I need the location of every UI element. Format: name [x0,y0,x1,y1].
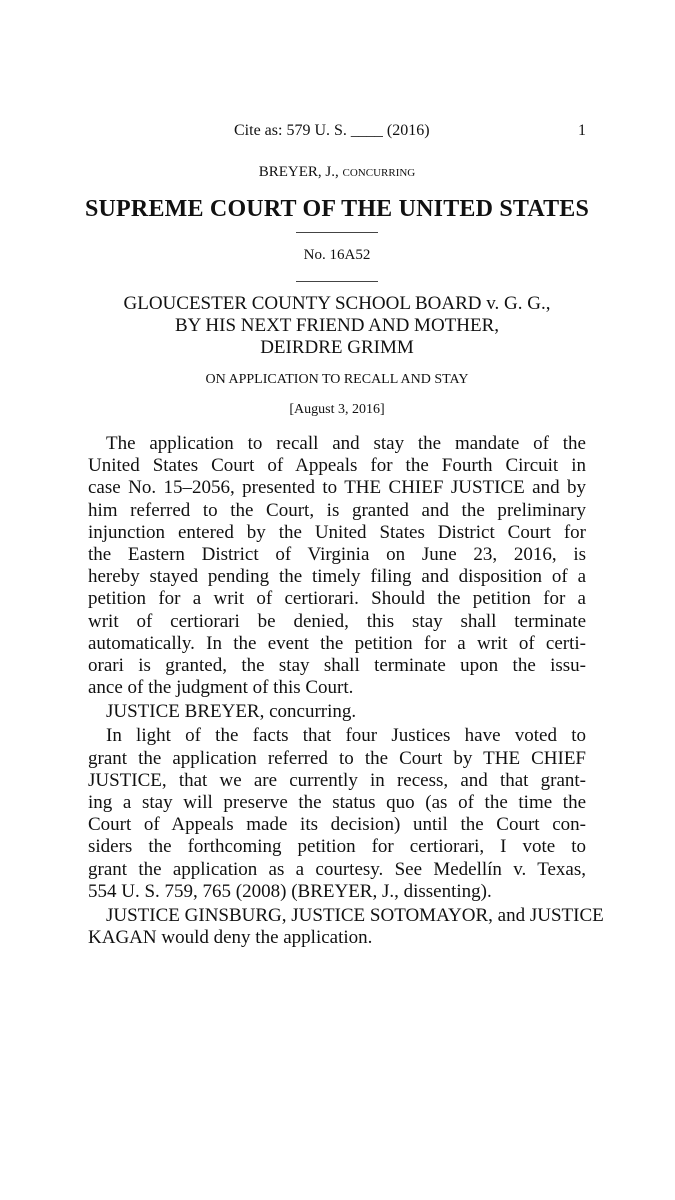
divider-bottom [296,281,378,282]
order-line: writ of certiorari be denied, this stay shall terminate [88,610,586,632]
order-line: ance of the judgment of this Court. [88,677,354,699]
motion-title: ON APPLICATION TO RECALL AND STAY [205,372,469,387]
order-line: petition for a writ of certiorari. Should the petition for a [88,588,586,610]
order-line: The application to recall and stay the mandate of the [106,433,586,454]
concurrence-line: In light of the facts that four Justices have voted to [106,725,586,747]
order-line: orari is granted, the stay shall terminate upon the issu- [88,654,586,676]
docket-number: No. 16A52 [303,247,371,263]
order-line: automatically. In the event the petition for a writ of certi- [88,632,586,654]
concurring-heading: JUSTICE BREYER, concurring. [106,701,357,723]
concurrence-line: siders the forthcoming petition for certiorari, I vote to [88,836,586,858]
order-line: hereby stayed pending the timely filing and disposition of a [88,566,586,588]
dissent-paragraph [88,904,604,949]
opinion-body [88,433,604,949]
order-line: United States Court of Appeals for the Fourth Circuit in [88,455,586,477]
running-head: BREYER, J., concurring [258,164,416,180]
concurrence-paragraph [88,725,586,903]
caption-line-1: GLOUCESTER COUNTY SCHOOL BOARD v. G. G., [123,293,551,314]
dissent-line: JUSTICE GINSBURG, JUSTICE SOTOMAYOR, and JUSTICE [106,904,604,926]
order-line: injunction entered by the United States District Court for [88,521,586,543]
concurrence-line: Court of Appeals made its decision) until the Court con- [88,814,586,836]
order-line: case No. 15–2056, presented to THE CHIEF JUSTICE and by [88,477,586,499]
case-caption [88,293,586,359]
concurrence-line: grant the application as a courtesy. See Medellín v. Texas, [88,858,586,880]
order-paragraph [88,433,586,699]
order-line: him referred to the Court, is granted and the preliminary [88,499,586,521]
concurrence-line: ing a stay will preserve the status quo (as of the time the [88,792,586,813]
page-number: 1 [578,122,586,139]
concurrence-line: 554 U. S. 759, 765 (2008) (BREYER, J., dissenting). [88,880,492,902]
caption-line-2: BY HIS NEXT FRIEND AND MOTHER, [174,315,500,336]
concurrence-line: grant the application referred to the Court by THE CHIEF [88,747,586,769]
dissent-line: KAGAN would deny the application. [88,927,373,949]
citation: Cite as: 579 U. S. ____ (2016) [234,122,430,139]
decision-date: [August 3, 2016] [289,402,385,417]
caption-line-3: DEIRDRE GRIMM [260,337,414,358]
concurrence-line: JUSTICE, that we are currently in recess, and that grant- [88,769,586,791]
order-line: the Eastern District of Virginia on June 23, 2016, is [88,543,586,565]
court-name: SUPREME COURT OF THE UNITED STATES [84,196,590,222]
divider-top [296,232,378,233]
